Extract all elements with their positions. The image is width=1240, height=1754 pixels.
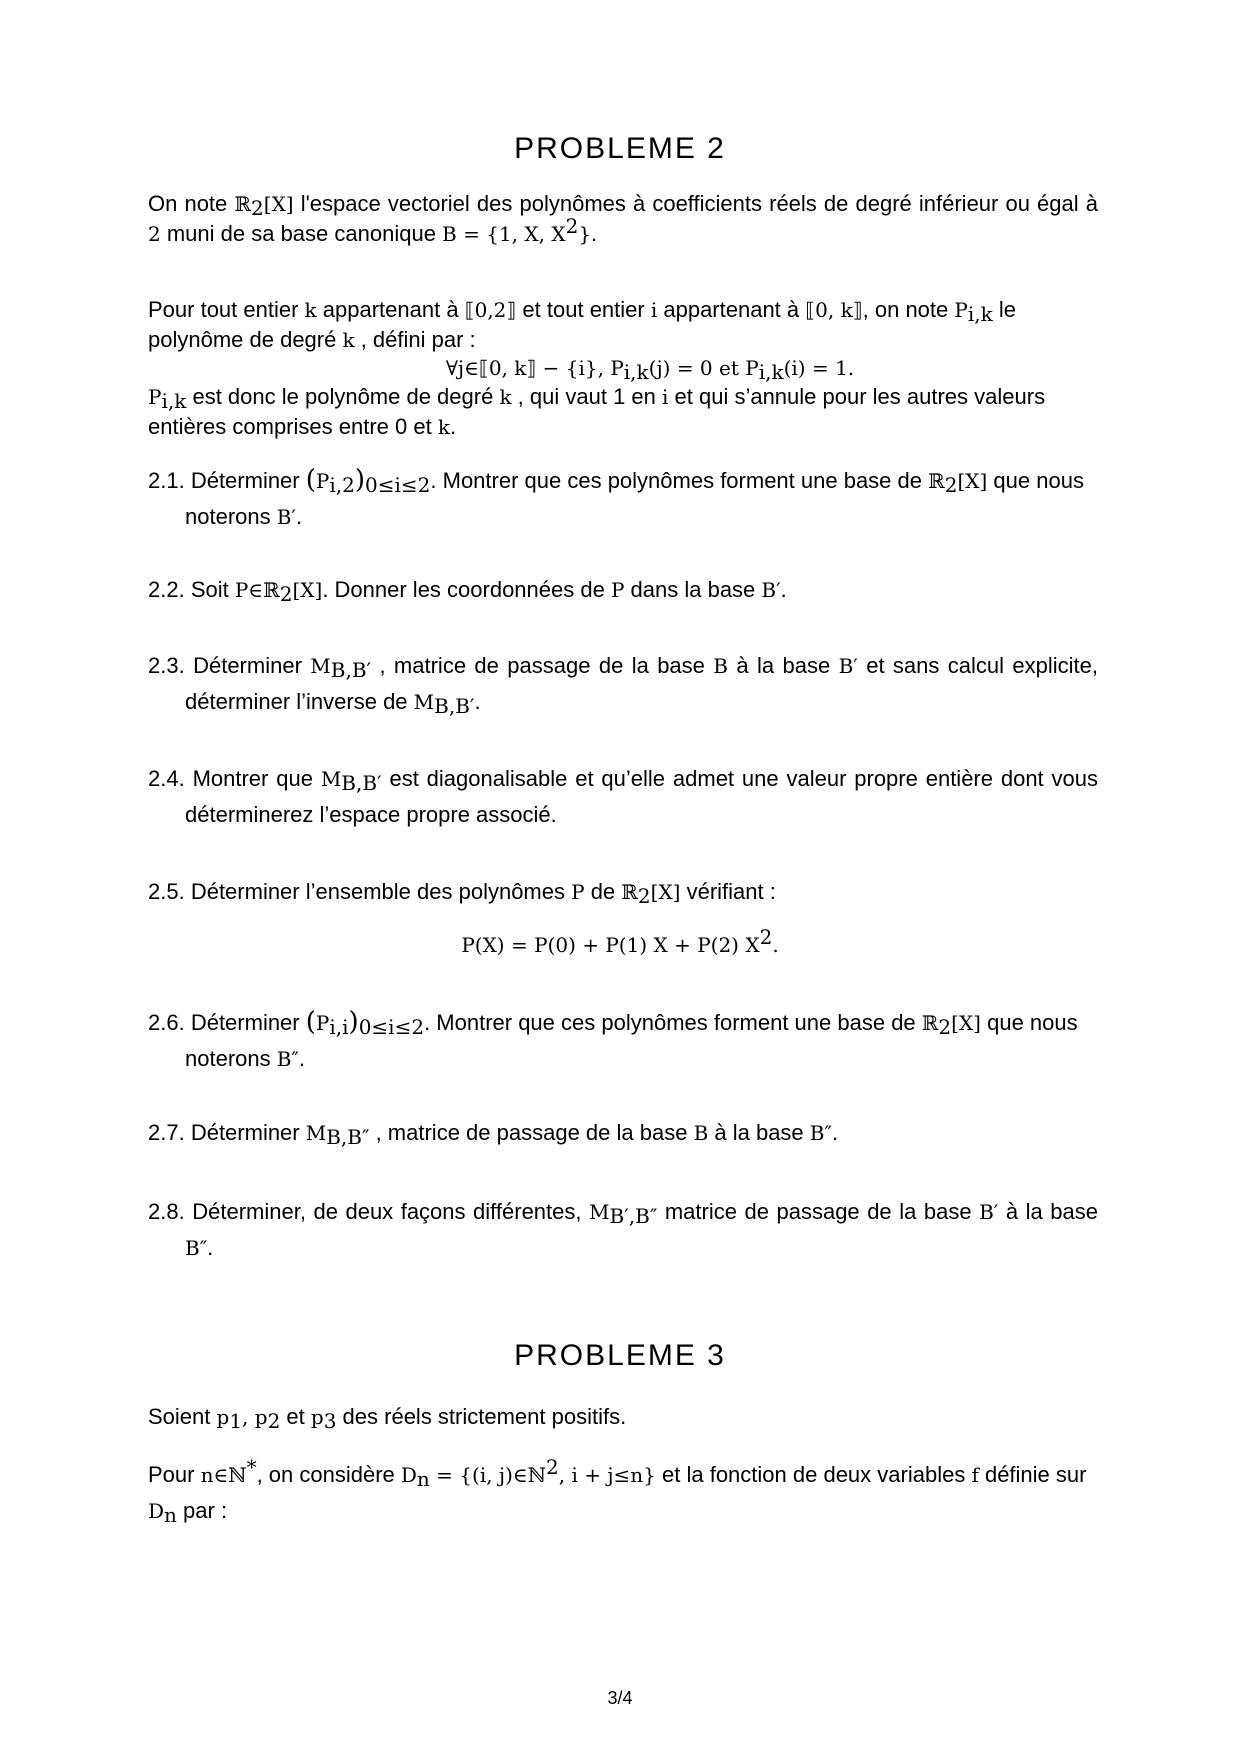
problem2-formula-definition: ∀j∈⟦0, k⟧ − {i}, $P_{i,k}(j) = 0$ et $P_{i,k}(i) = 1$. [445, 356, 855, 384]
question-2-8: 2.8. Déterminer, de deux façons différentes, $M_{B',B''}$ matrice de passage de la base B′ à la base B″. [148, 1199, 1099, 1260]
question-2-6: 2.6. Déterminer $(P_{i,i})_{0\le i\le 2}$. Montrer que ces polynômes forment une base de ℝ$_2$[X] que nous noterons B″. [148, 1007, 1078, 1071]
problem2-formula-condition: P(X) = P(0) + P(1) X + P(2) $X^2$. [461, 925, 779, 957]
problem2-title: PROBLEME 2 [514, 132, 726, 165]
problem2-intro-3: $P_{i,k}$ est donc le polynôme de degré k , qui vaut 1 en i et qui s’annule pour les autres valeurs entières comprises entre 0 et k. [148, 384, 1046, 439]
question-2-2: 2.2. Soit P∈ℝ$_2$[X]. Donner les coordonnées de P dans la base B′. [148, 577, 787, 606]
question-2-7: 2.7. Déterminer $M_{B,B''}$ , matrice de passage de la base B à la base B″. [148, 1120, 839, 1149]
problem3-title: PROBLEME 3 [514, 1339, 726, 1372]
problem2-intro-2: Pour tout entier k appartenant à ⟦0,2⟧ et tout entier i appartenant à ⟦0, k⟧, on note $P_{i,k}$ le polynôme de degré k , défini par : [148, 297, 1016, 352]
question-2-4: 2.4. Montrer que $M_{B,B'}$ est diagonalisable et qu’elle admet une valeur propre entière dont vous déterminerez l’espace propre associé. [148, 766, 1099, 827]
question-2-5: 2.5. Déterminer l’ensemble des polynômes P de ℝ$_2$[X] vérifiant : [148, 879, 776, 908]
problem3-intro-1: Soient $p_1$, $p_2$ et $p_3$ des réels strictement positifs. [148, 1404, 627, 1433]
problem2-intro-1: On note ℝ$_2$[X] l'espace vectoriel des polynômes à coefficients réels de degré inférieur ou égal à 2 muni de sa base canonique B = {1, X, $X^2$}. [148, 191, 1099, 246]
page-number: 3/4 [607, 1688, 633, 1708]
question-2-3: 2.3. Déterminer $M_{B,B'}$ , matrice de passage de la base B à la base B′ et sans calcul explicite, déterminer l’inverse de $M_{B,B'}$. [148, 653, 1099, 718]
problem3-intro-2: Pour n∈ℕ*, on considère $D_n = \{(i$, j)∈ℕ$^2$, i + j≤n} et la fonction de deux variables f définie sur $D_n$ par : [148, 1455, 1087, 1527]
question-2-1: 2.1. Déterminer $(P_{i,2})_{0\le i\le 2}$. Montrer que ces polynômes forment une base de ℝ$_2$[X] que nous noterons B′. [148, 465, 1084, 529]
